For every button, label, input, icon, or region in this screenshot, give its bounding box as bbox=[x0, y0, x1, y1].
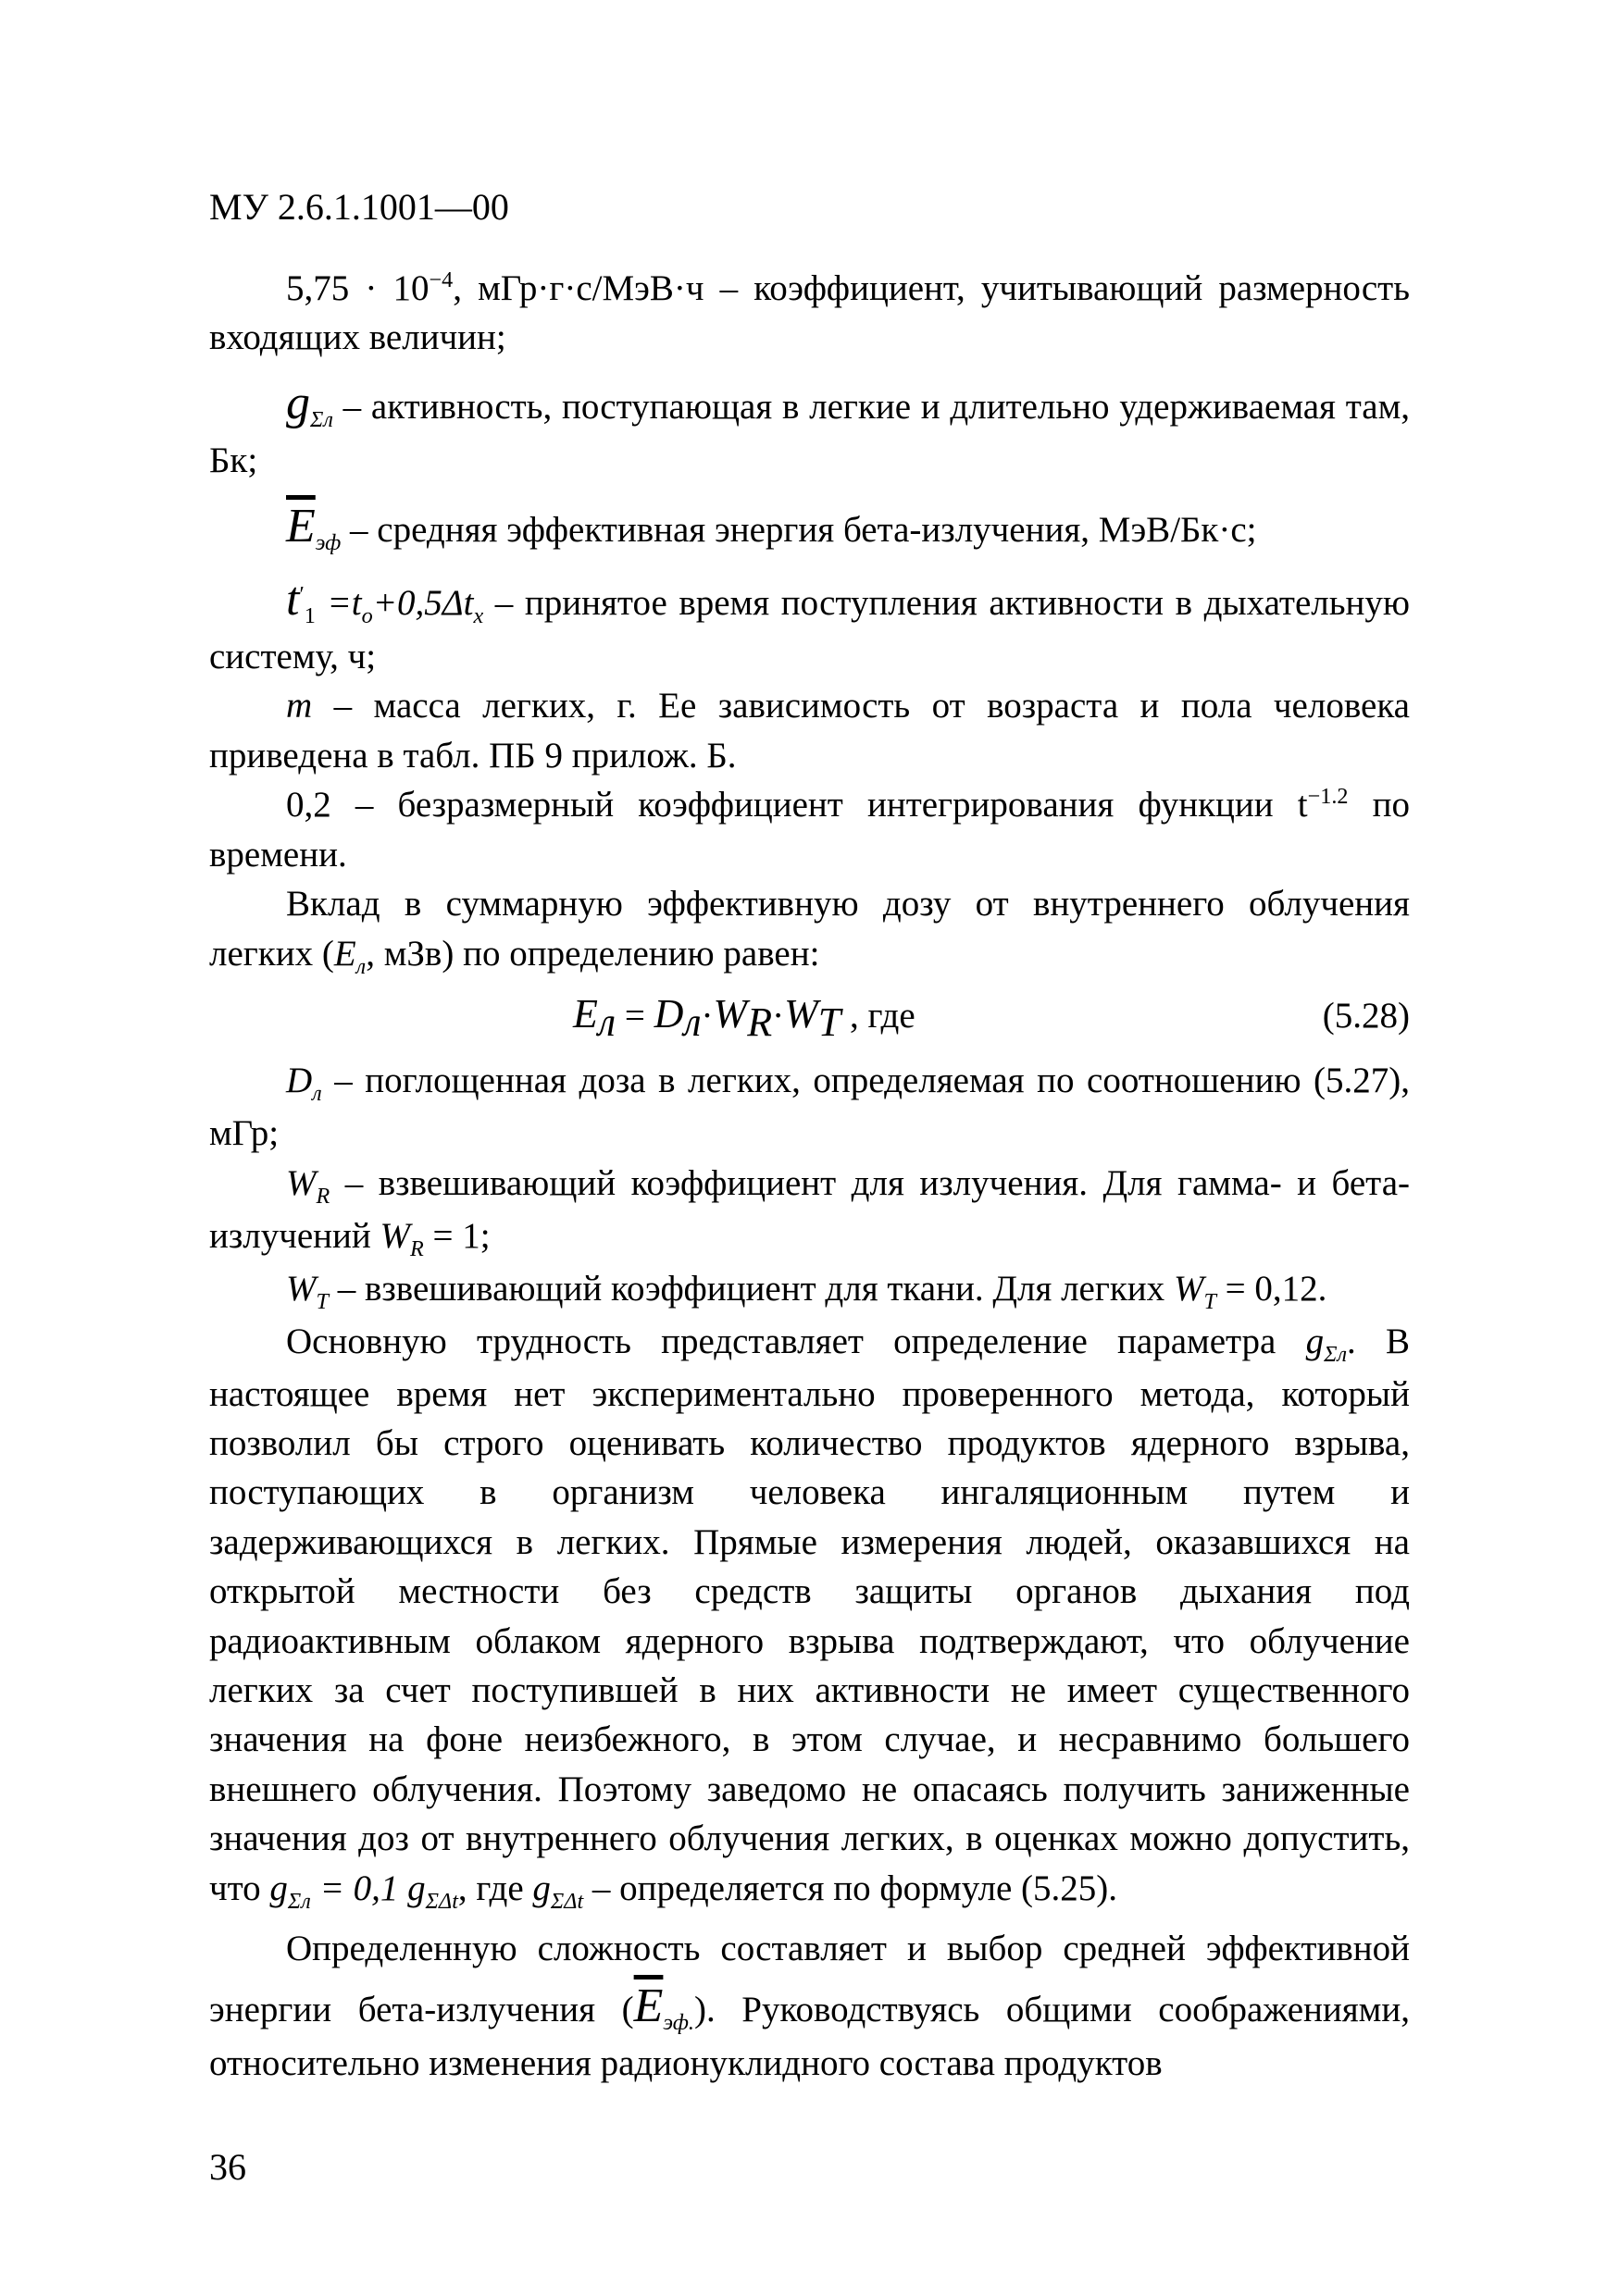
equation-5-28 bbox=[209, 987, 1410, 1050]
equation-formula: $E_л = D_л\cdot W_R\cdot W_T$ , где bbox=[573, 991, 915, 1046]
def-wr: $W_R$ – взвешивающий коэффициент для излучения. Для гамма- и бета-излучений $W_R = 1$; bbox=[209, 1162, 1410, 1261]
def-g-sum: $g_{\Sigma л}$ – активность, поступающая в легкие и длительно удерживаемая там, Бк; bbox=[209, 376, 1410, 481]
def-t1: $t'_1 =t_o+0,5\Delta t_x$ – принятое время поступления активности в дыхательную систему, ч; bbox=[209, 572, 1411, 676]
def-coefficient: $5,75 \cdot 10^{-4}$, мГр·г·с/МэВ·ч – коэффициент, учитывающий размерность входящих величин; bbox=[209, 267, 1410, 358]
document-code: МУ 2.6.1.1001—00 bbox=[209, 186, 509, 228]
page-body bbox=[209, 264, 1410, 2089]
def-mass: m – масса легких, г. Ее зависимость от возраста и пола человека приведена в табл. ПБ 9 прилож. Б. bbox=[209, 686, 1410, 776]
def-dose: $D_л$ – поглощенная доза в легких, определяемая по соотношению (5.27), мГр; bbox=[209, 1061, 1410, 1154]
equation-number: (5.28) bbox=[1322, 996, 1410, 1036]
paragraph-difficulty: Основную трудность представляет определение параметра $g_{\Sigma л}$. В настоящее время нет экспериментально проверенного метода, который позволил бы строго оценивать количество продуктов ядерного взрыва, поступающих в организм человека ингаляционным путем и задерживающихся в легких. Прямые измерения людей, оказавшихся на открытой местности без средств защиты органов дыхания под радиоактивным облаком ядерного взрыва подтверждают, что облучение легких за счет поступившей в них активности не имеет существенного значения на фоне неизбежного, в этом случае, и несравнимо большего внешнего облучения. Поэтому заведомо не опасаясь получить заниженные значения доз от внутреннего облучения легких, в оценках можно допустить, что $g_{\Sigma л} = 0,1$ $g_{\Sigma\Delta t}$, где $g_{\Sigma\Delta t}$ – определяется по формуле (5.25). bbox=[209, 1321, 1410, 1914]
def-integration: 0,2 – безразмерный коэффициент интегрирования функции $t^{-1.2}$ по времени. bbox=[209, 784, 1410, 875]
lung-intro: Вклад в суммарную эффективную дозу от внутреннего облучения легких ($E_л$, мЗв) по определению равен: bbox=[209, 884, 1410, 979]
paragraph-energy: Определенную сложность составляет и выбор средней эффективной энергии бета-излучения $(\overline{E}_{эф.})$. Руководствуясь общими соображениями, относительно изменения радионуклидного состава продуктов bbox=[209, 1928, 1410, 2084]
page-number: 36 bbox=[209, 2146, 246, 2188]
def-e-eff: $\overline{E}_{эф}$ – средняя эффективная энергия бета-излучения, МэВ/Бк·с; bbox=[286, 499, 1257, 555]
def-wt: $W_T$ – взвешивающий коэффициент для ткани. Для легких $W_T = 0,12$. bbox=[286, 1268, 1327, 1314]
